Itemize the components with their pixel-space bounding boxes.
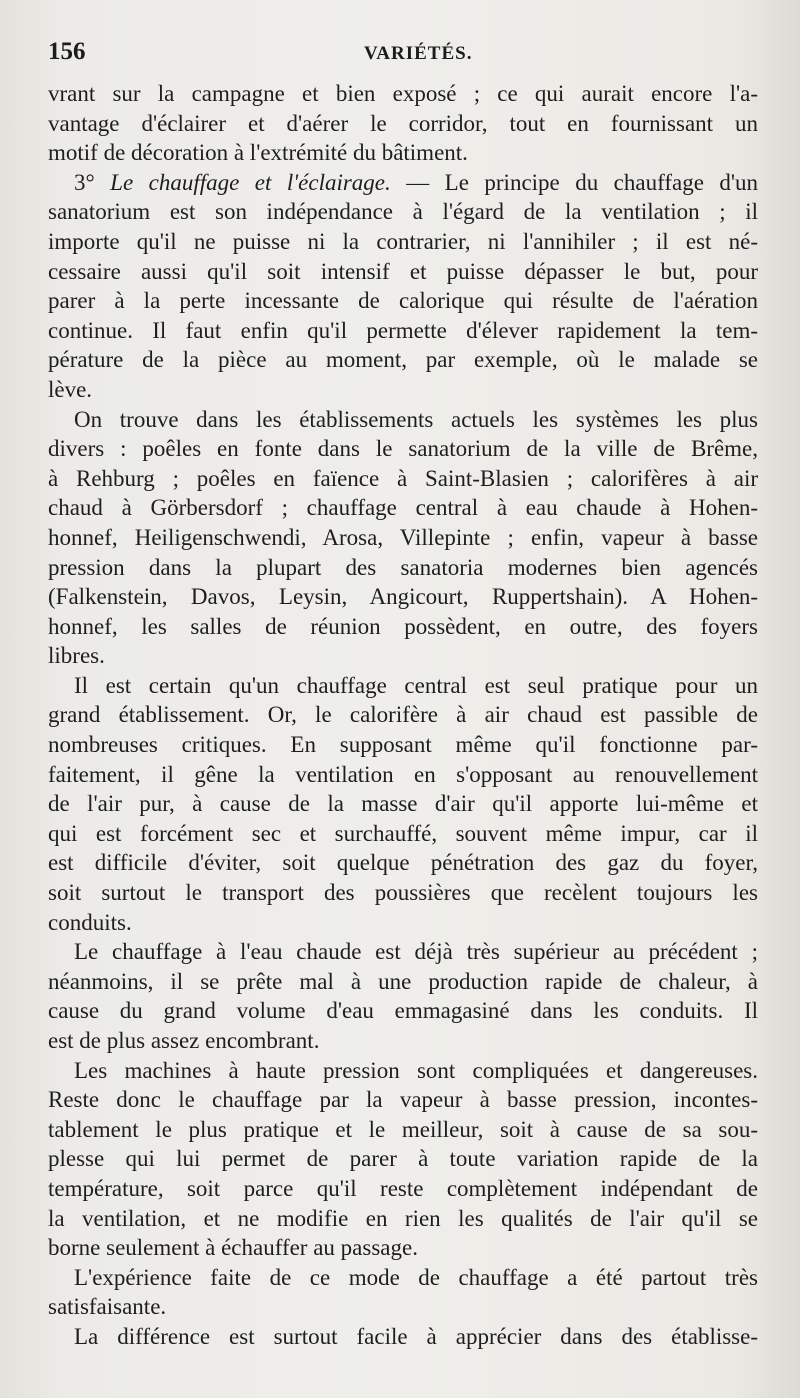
text-line: plesse qui lui permet de parer à toute variation rapide de la xyxy=(48,1146,758,1172)
text-line: cause du grand volume d'eau emmagasiné dans les conduits. Il xyxy=(48,998,758,1024)
text-line: L'expérience faite de ce mode de chauffage a été partout très xyxy=(74,1264,758,1290)
text-line: soit surtout le transport des poussières que recèlent toujours les xyxy=(48,880,758,906)
text-line: qui est forcément sec et surchauffé, souvent même impur, car il xyxy=(48,820,758,846)
text-line: est de plus assez encombrant. xyxy=(48,1028,320,1053)
text-line: est difficile d'éviter, soit quelque pénétration des gaz du foyer, xyxy=(48,850,758,876)
text-line: On trouve dans les établissements actuels les systèmes les plus xyxy=(74,406,758,432)
text-line: parer à la perte incessante de calorique qui résulte de l'aération xyxy=(48,288,758,314)
text-line: borne seulement à échauffer au passage. xyxy=(48,1235,418,1261)
text-line: Les machines à haute pression sont compliquées et dangereuses. xyxy=(74,1057,758,1083)
paragraph xyxy=(48,1322,758,1352)
text-line: Reste donc le chauffage par la vapeur à basse pression, incontes- xyxy=(48,1087,758,1113)
paragraph xyxy=(48,1056,758,1263)
paragraph xyxy=(48,168,758,405)
text-line: La différence est surtout facile à apprécier dans des établisse- xyxy=(74,1323,758,1349)
page-header xyxy=(48,36,758,72)
text-line: divers : poêles en fonte dans le sanatorium de la ville de Brême, xyxy=(48,436,758,462)
text-line: chaud à Görbersdorf ; chauffage central à eau chaude à Hohen- xyxy=(48,495,758,521)
text-fragment: — Le principe du chauffage d'un xyxy=(390,169,759,195)
text-line: motif de décoration à l'extrémité du bâtiment. xyxy=(48,140,468,166)
running-head: VARIÉTÉS. xyxy=(364,43,473,64)
text-line: honnef, Heiligenschwendi, Arosa, Villepinte ; enfin, vapeur à basse xyxy=(48,524,758,550)
text-line: continue. Il faut enfin qu'il permette d'élever rapidement la tem- xyxy=(48,317,758,343)
text-line: honnef, les salles de réunion possèdent, en outre, des foyers xyxy=(48,613,758,639)
text-line: faitement, il gêne la ventilation en s'opposant au renouvellement xyxy=(48,761,758,787)
section-title: Le chauffage et l'éclairage. xyxy=(110,169,391,195)
section-number: 3° xyxy=(74,169,95,195)
text-line: nombreuses critiques. En supposant même qu'il fonctionne par- xyxy=(48,732,758,758)
paragraph xyxy=(48,405,758,671)
text-line: satisfaisante. xyxy=(48,1294,167,1320)
text-line: à Rehburg ; poêles en faïence à Saint-Blasien ; calorifères à air xyxy=(48,465,758,491)
body-text xyxy=(48,79,758,1352)
text-line: importe qu'il ne puisse ni la contrarier, ni l'annihiler ; il est né- xyxy=(48,228,758,254)
paragraph xyxy=(48,1263,758,1322)
paragraph xyxy=(48,671,758,937)
text-line: vantage d'éclairer et d'aérer le corridor, tout en fournissant un xyxy=(48,110,758,136)
text-line xyxy=(48,168,758,198)
text-line: de l'air pur, à cause de la masse d'air qu'il apporte lui-même et xyxy=(48,791,758,817)
text-line: cessaire aussi qu'il soit intensif et puisse dépasser le but, pour xyxy=(48,258,758,284)
text-line: pression dans la plupart des sanatoria modernes bien agencés xyxy=(48,554,758,580)
text-line: lève. xyxy=(48,376,93,402)
text-line: la ventilation, et ne modifie en rien les qualités de l'air qu'il se xyxy=(48,1205,758,1231)
text-line: grand établissement. Or, le calorifère à air chaud est passible de xyxy=(48,702,758,728)
text-line: tablement le plus pratique et le meilleur, soit à cause de sa sou- xyxy=(48,1116,758,1142)
text-line: température, soit parce qu'il reste complètement indépendant de xyxy=(48,1175,758,1201)
text-line: (Falkenstein, Davos, Leysin, Angicourt, Ruppertshain). A Hohen- xyxy=(48,584,758,610)
paragraph xyxy=(48,79,758,168)
text-line: conduits. xyxy=(48,909,132,935)
paragraph xyxy=(48,937,758,1055)
text-line: pérature de la pièce au moment, par exemple, où le malade se xyxy=(48,347,758,373)
page-number: 156 xyxy=(48,38,86,65)
text-line: Il est certain qu'un chauffage central est seul pratique pour un xyxy=(74,672,758,698)
text-line: vrant sur la campagne et bien exposé ; ce qui aurait encore l'a- xyxy=(48,81,758,106)
text-line: sanatorium est son indépendance à l'égard de la ventilation ; il xyxy=(48,199,758,225)
text-line: libres. xyxy=(48,643,105,669)
text-line: Le chauffage à l'eau chaude est déjà très supérieur au précédent ; xyxy=(74,939,758,965)
text-line: néanmoins, il se prête mal à une production rapide de chaleur, à xyxy=(48,968,758,994)
